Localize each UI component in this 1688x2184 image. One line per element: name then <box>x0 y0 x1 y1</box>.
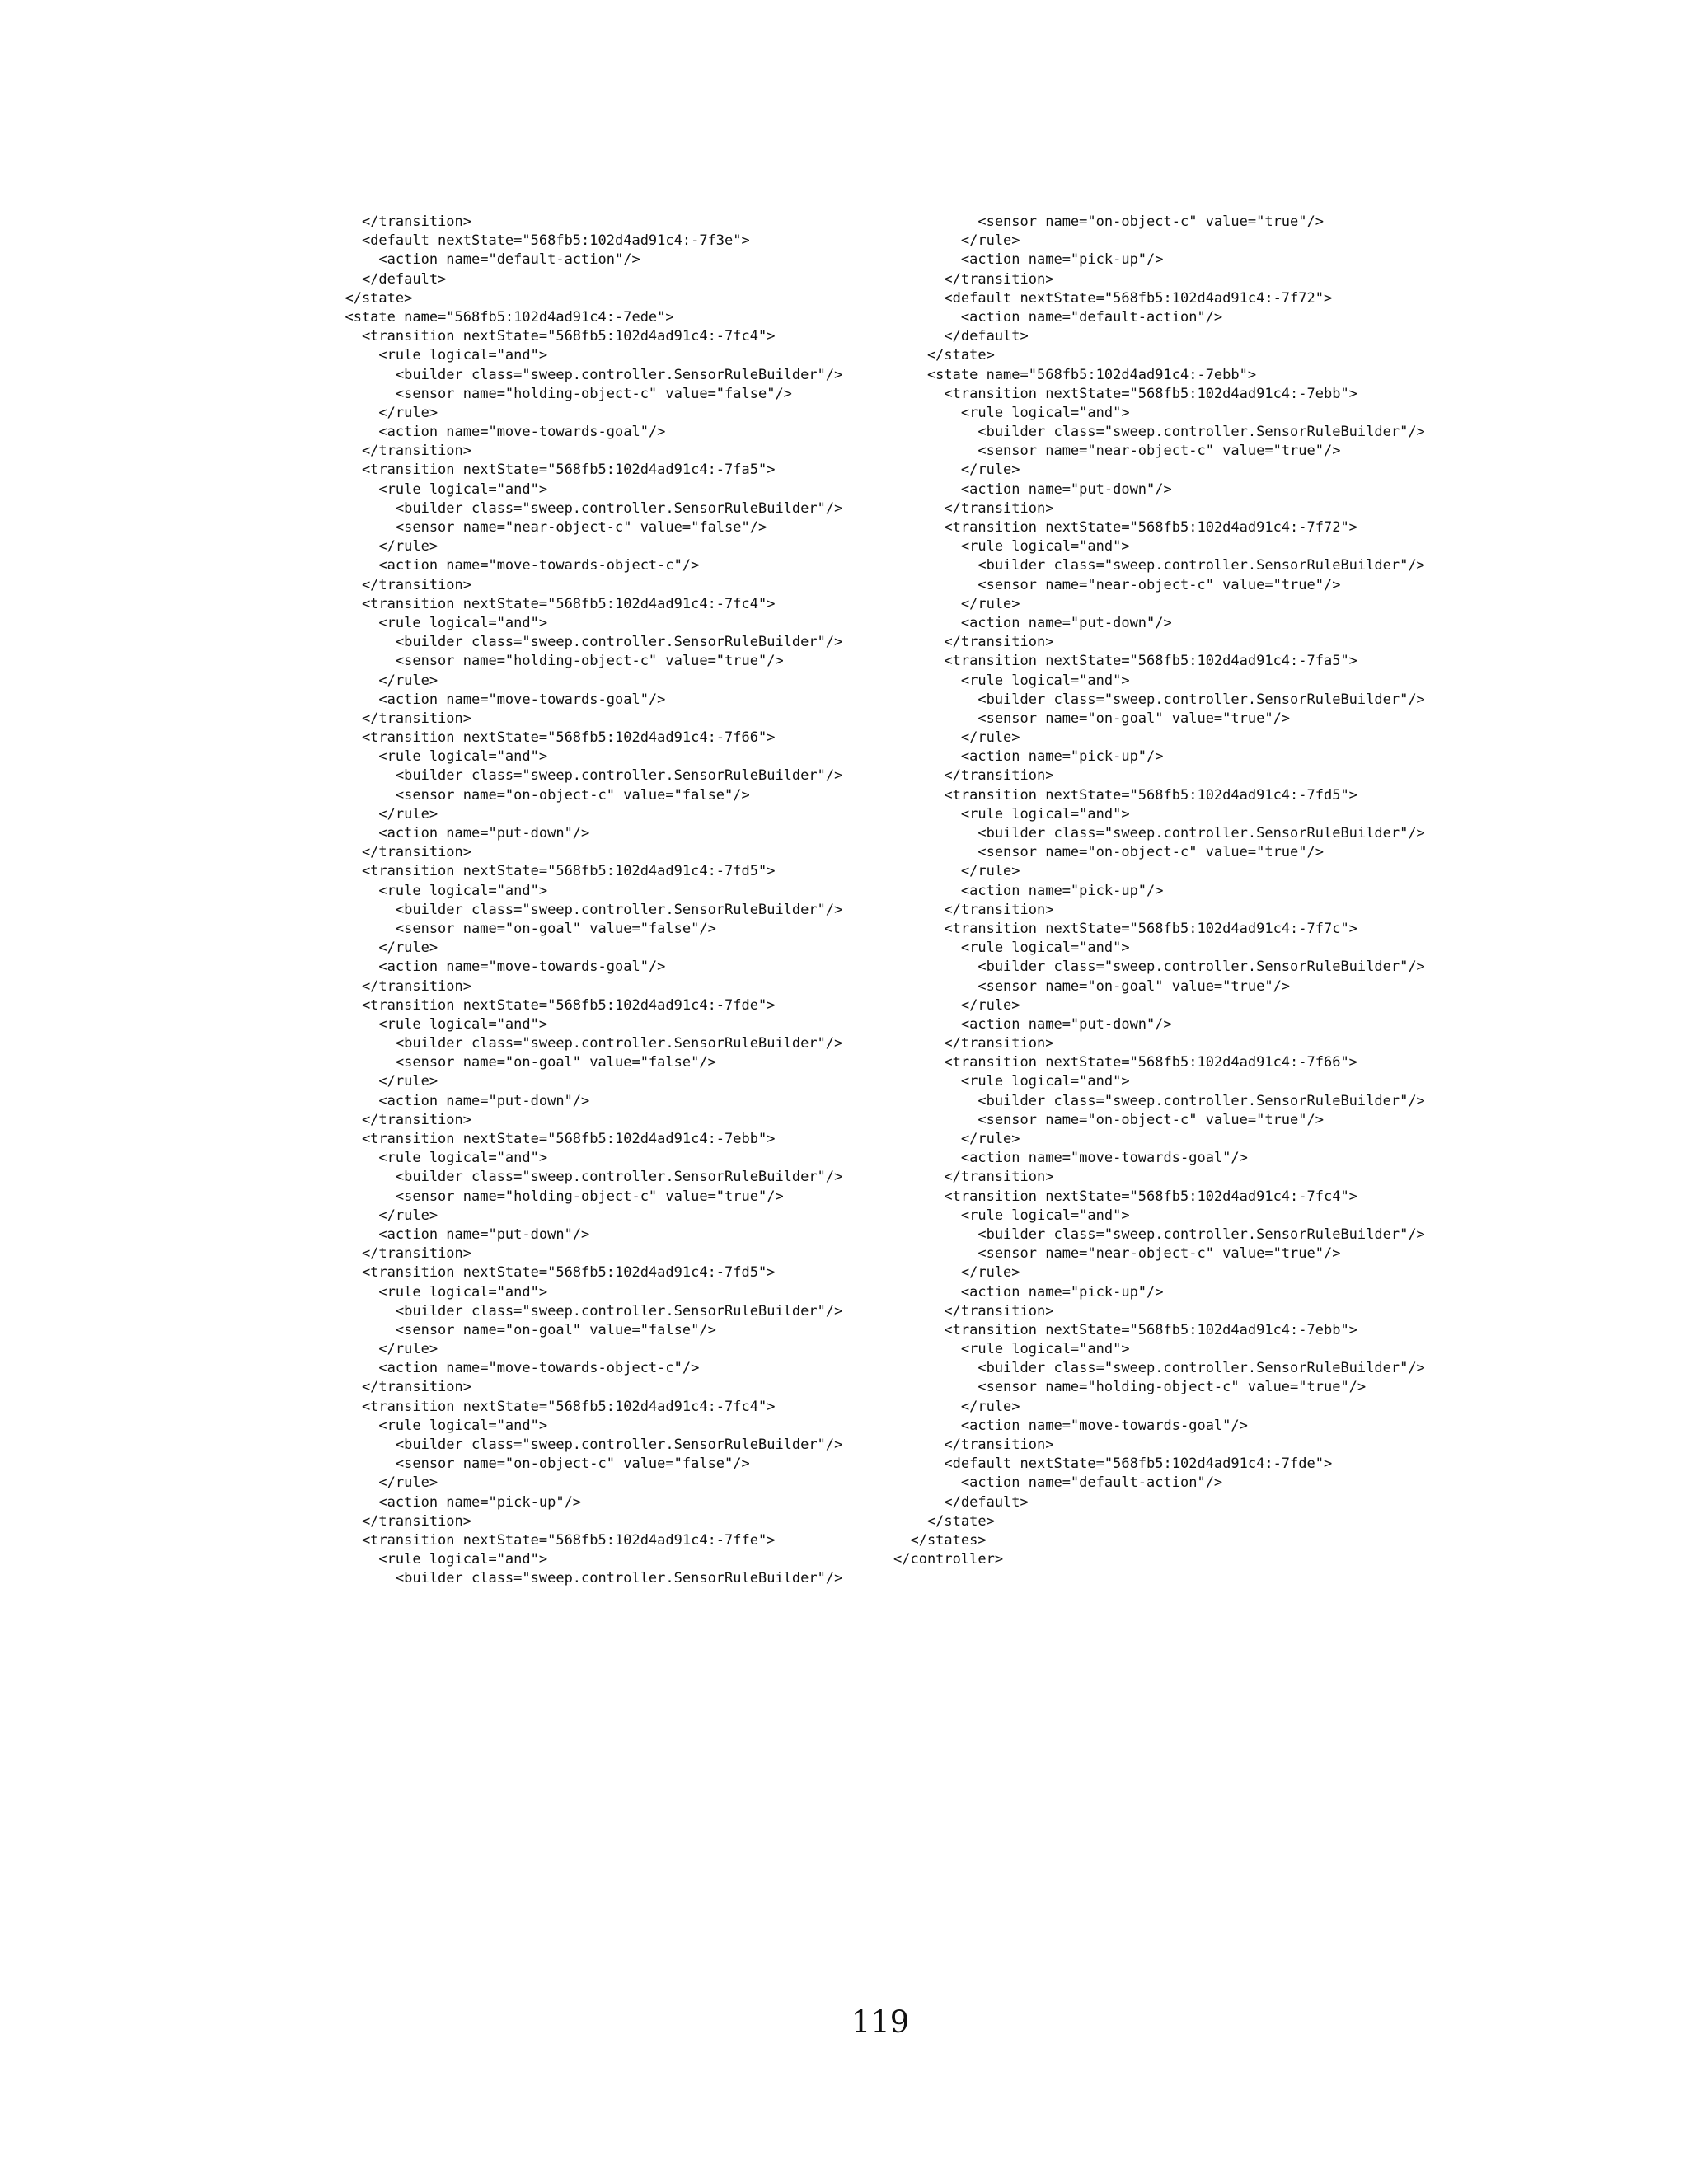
code-line: </transition> <box>328 844 471 861</box>
code-line: <rule logical="and"> <box>328 748 548 766</box>
code-line: <rule logical="and"> <box>328 1283 548 1301</box>
code-line: <builder class="sweep.controller.SensorRuleBuilder"/> <box>328 1436 843 1453</box>
code-line: </transition> <box>328 576 471 593</box>
code-line: <rule logical="and"> <box>328 480 548 498</box>
code-line: <action name="move-towards-object-c"/> <box>328 557 700 574</box>
code-line: <default nextState="568fb5:102d4ad91c4:-7fde"> <box>893 1455 1333 1473</box>
code-line: <transition nextState="568fb5:102d4ad91c4:-7fc4"> <box>328 595 776 612</box>
code-line: </transition> <box>893 499 1054 517</box>
code-line: <transition nextState="568fb5:102d4ad91c4:-7fc4"> <box>328 1398 776 1415</box>
code-line: <sensor name="on-goal" value="false"/> <box>328 1321 716 1338</box>
code-listing-right-column <box>893 213 1425 1569</box>
code-line: <action name="move-towards-goal"/> <box>328 958 666 976</box>
code-line: <action name="move-towards-goal"/> <box>328 691 666 708</box>
code-line: </default> <box>893 1493 1029 1511</box>
code-line: <rule logical="and"> <box>328 1015 548 1033</box>
code-line: </transition> <box>328 1111 471 1128</box>
code-line: <action name="put-down"/> <box>893 1015 1172 1033</box>
page-number: 119 <box>851 2004 910 2040</box>
code-line: <rule logical="and"> <box>893 672 1130 689</box>
code-line: <rule logical="and"> <box>328 1150 548 1167</box>
code-line: </rule> <box>328 1474 438 1492</box>
code-line: </rule> <box>328 404 438 421</box>
code-line: <rule logical="and"> <box>328 1551 548 1568</box>
code-line: <builder class="sweep.controller.SensorRuleBuilder"/> <box>893 557 1425 574</box>
code-line: </transition> <box>328 1379 471 1396</box>
code-line: <rule logical="and"> <box>328 882 548 899</box>
code-line: </transition> <box>893 270 1054 288</box>
code-line: <sensor name="near-object-c" value="true"/> <box>893 443 1341 460</box>
code-line: <transition nextState="568fb5:102d4ad91c4:-7ebb"> <box>893 385 1357 402</box>
code-line: <action name="default-action"/> <box>893 1474 1223 1492</box>
code-line: </rule> <box>328 1073 438 1090</box>
code-line: <rule logical="and"> <box>893 1073 1130 1090</box>
code-line: <transition nextState="568fb5:102d4ad91c4:-7fde"> <box>328 996 776 1014</box>
code-line: <sensor name="on-goal" value="false"/> <box>328 1054 716 1071</box>
code-line: <transition nextState="568fb5:102d4ad91c4:-7ebb"> <box>893 1321 1357 1338</box>
code-line: <action name="default-action"/> <box>328 251 640 269</box>
code-line: </rule> <box>893 1264 1020 1282</box>
code-line: <builder class="sweep.controller.SensorRuleBuilder"/> <box>328 499 843 517</box>
code-line: <rule logical="and"> <box>893 538 1130 555</box>
code-line: <transition nextState="568fb5:102d4ad91c4:-7fc4"> <box>893 1188 1357 1205</box>
code-line: <builder class="sweep.controller.SensorRuleBuilder"/> <box>893 1360 1425 1377</box>
code-line: </rule> <box>328 1207 438 1224</box>
code-line: <action name="move-towards-object-c"/> <box>328 1360 700 1377</box>
code-line: <state name="568fb5:102d4ad91c4:-7ede"> <box>328 308 674 326</box>
code-line: <sensor name="near-object-c" value="false"/> <box>328 519 767 536</box>
code-line: <transition nextState="568fb5:102d4ad91c4:-7fa5"> <box>893 653 1357 670</box>
code-line: <transition nextState="568fb5:102d4ad91c4:-7fc4"> <box>328 328 776 345</box>
code-line: <sensor name="on-goal" value="false"/> <box>328 920 716 937</box>
code-line: <builder class="sweep.controller.SensorRuleBuilder"/> <box>328 767 843 785</box>
code-line: </rule> <box>893 1131 1020 1147</box>
code-line: <transition nextState="568fb5:102d4ad91c4:-7f72"> <box>893 519 1357 536</box>
code-line: <action name="put-down"/> <box>328 1092 590 1109</box>
code-line: <transition nextState="568fb5:102d4ad91c4:-7ebb"> <box>328 1131 776 1147</box>
code-line: </transition> <box>893 1302 1054 1319</box>
code-line: <rule logical="and"> <box>893 940 1130 957</box>
code-line: <transition nextState="568fb5:102d4ad91c4:-7f66"> <box>893 1054 1357 1071</box>
code-line: <sensor name="on-object-c" value="true"/> <box>893 213 1324 230</box>
code-line: <rule logical="and"> <box>328 347 548 364</box>
code-line: </transition> <box>328 710 471 727</box>
code-line: </rule> <box>328 805 438 823</box>
code-line: <rule logical="and"> <box>893 805 1130 823</box>
code-line: <action name="pick-up"/> <box>893 1283 1164 1301</box>
code-line: <transition nextState="568fb5:102d4ad91c4:-7ffe"> <box>328 1531 776 1549</box>
code-listing-left-column <box>328 213 842 1589</box>
code-line: <sensor name="on-goal" value="true"/> <box>893 977 1291 995</box>
code-line: <builder class="sweep.controller.SensorRuleBuilder"/> <box>328 901 843 918</box>
code-line: </transition> <box>328 977 471 995</box>
code-line: <sensor name="holding-object-c" value="false"/> <box>328 385 792 402</box>
code-line: <action name="move-towards-goal"/> <box>893 1150 1248 1167</box>
code-line: <sensor name="on-object-c" value="true"/> <box>893 844 1324 861</box>
code-line: <action name="put-down"/> <box>893 480 1172 498</box>
code-line: <action name="put-down"/> <box>893 614 1172 631</box>
code-line: </rule> <box>893 232 1020 250</box>
code-line: <transition nextState="568fb5:102d4ad91c4:-7fd5"> <box>328 863 776 880</box>
code-line: <sensor name="on-object-c" value="true"/> <box>893 1111 1324 1128</box>
code-line: <action name="pick-up"/> <box>893 748 1164 766</box>
code-line: <builder class="sweep.controller.SensorRuleBuilder"/> <box>893 424 1425 441</box>
code-line: </transition> <box>328 1512 471 1530</box>
code-line: </transition> <box>893 901 1054 918</box>
code-line: <sensor name="on-goal" value="true"/> <box>893 710 1291 727</box>
code-line: </rule> <box>893 729 1020 747</box>
code-line: </state> <box>893 1512 995 1530</box>
code-line: </transition> <box>893 1436 1054 1453</box>
code-line: </rule> <box>328 672 438 689</box>
code-line: <transition nextState="568fb5:102d4ad91c4:-7fd5"> <box>328 1264 776 1282</box>
code-line: <rule logical="and"> <box>893 1207 1130 1224</box>
code-line: </transition> <box>893 1169 1054 1186</box>
code-line: <builder class="sweep.controller.SensorRuleBuilder"/> <box>328 1169 843 1186</box>
code-line: </transition> <box>328 1245 471 1263</box>
code-line: </transition> <box>328 213 471 230</box>
code-line: </transition> <box>328 443 471 460</box>
code-line: <builder class="sweep.controller.SensorRuleBuilder"/> <box>893 825 1425 841</box>
code-line: </states> <box>893 1531 987 1549</box>
code-line: </default> <box>893 328 1029 345</box>
code-line: <rule logical="and"> <box>328 614 548 631</box>
code-line: </controller> <box>893 1551 1004 1568</box>
code-line: <transition nextState="568fb5:102d4ad91c4:-7f66"> <box>328 729 776 747</box>
code-line: <transition nextState="568fb5:102d4ad91c4:-7fa5"> <box>328 462 776 479</box>
code-line: <builder class="sweep.controller.SensorRuleBuilder"/> <box>328 366 843 383</box>
code-line: <transition nextState="568fb5:102d4ad91c4:-7f7c"> <box>893 920 1357 937</box>
code-line: <transition nextState="568fb5:102d4ad91c4:-7fd5"> <box>893 786 1357 804</box>
code-line: <builder class="sweep.controller.SensorRuleBuilder"/> <box>893 958 1425 976</box>
code-line: <sensor name="near-object-c" value="true"/> <box>893 576 1341 593</box>
code-line: <rule logical="and"> <box>893 404 1130 421</box>
code-line: </rule> <box>893 863 1020 880</box>
code-line: <action name="move-towards-goal"/> <box>893 1417 1248 1434</box>
code-line: </state> <box>328 289 413 307</box>
code-line: </rule> <box>893 595 1020 612</box>
code-line: <builder class="sweep.controller.SensorRuleBuilder"/> <box>328 1035 843 1052</box>
code-line: </rule> <box>893 1398 1020 1415</box>
code-line: <action name="put-down"/> <box>328 1226 590 1243</box>
code-line: <rule logical="and"> <box>893 1341 1130 1358</box>
code-line: <builder class="sweep.controller.SensorRuleBuilder"/> <box>328 1570 843 1587</box>
code-line: <builder class="sweep.controller.SensorRuleBuilder"/> <box>328 634 843 651</box>
code-line: </rule> <box>893 996 1020 1014</box>
code-line: </rule> <box>893 462 1020 479</box>
code-line: <sensor name="holding-object-c" value="true"/> <box>893 1379 1367 1396</box>
code-line: </transition> <box>893 767 1054 785</box>
code-line: <action name="pick-up"/> <box>893 882 1164 899</box>
code-line: <default nextState="568fb5:102d4ad91c4:-7f3e"> <box>328 232 750 250</box>
code-line: <action name="put-down"/> <box>328 825 590 841</box>
code-line: <action name="default-action"/> <box>893 308 1223 326</box>
code-line: <action name="pick-up"/> <box>893 251 1164 269</box>
code-line: </state> <box>893 347 995 364</box>
code-line: <builder class="sweep.controller.SensorRuleBuilder"/> <box>893 1092 1425 1109</box>
code-line: </transition> <box>893 634 1054 651</box>
code-line: </transition> <box>893 1035 1054 1052</box>
code-line: <state name="568fb5:102d4ad91c4:-7ebb"> <box>893 366 1257 383</box>
code-line: <sensor name="holding-object-c" value="true"/> <box>328 653 784 670</box>
code-line: <sensor name="near-object-c" value="true"/> <box>893 1245 1341 1263</box>
code-line: <action name="pick-up"/> <box>328 1493 582 1511</box>
code-line: <builder class="sweep.controller.SensorRuleBuilder"/> <box>893 1226 1425 1243</box>
code-line: <sensor name="on-object-c" value="false"/> <box>328 1455 750 1473</box>
code-line: </rule> <box>328 1341 438 1358</box>
code-line: <sensor name="holding-object-c" value="true"/> <box>328 1188 784 1205</box>
code-line: </rule> <box>328 940 438 957</box>
code-line: <rule logical="and"> <box>328 1417 548 1434</box>
code-line: </default> <box>328 270 447 288</box>
code-line: <sensor name="on-object-c" value="false"/> <box>328 786 750 804</box>
code-line: <action name="move-towards-goal"/> <box>328 424 666 441</box>
code-line: <builder class="sweep.controller.SensorRuleBuilder"/> <box>328 1302 843 1319</box>
code-line: </rule> <box>328 538 438 555</box>
code-line: <builder class="sweep.controller.SensorRuleBuilder"/> <box>893 691 1425 708</box>
code-line: <default nextState="568fb5:102d4ad91c4:-7f72"> <box>893 289 1333 307</box>
